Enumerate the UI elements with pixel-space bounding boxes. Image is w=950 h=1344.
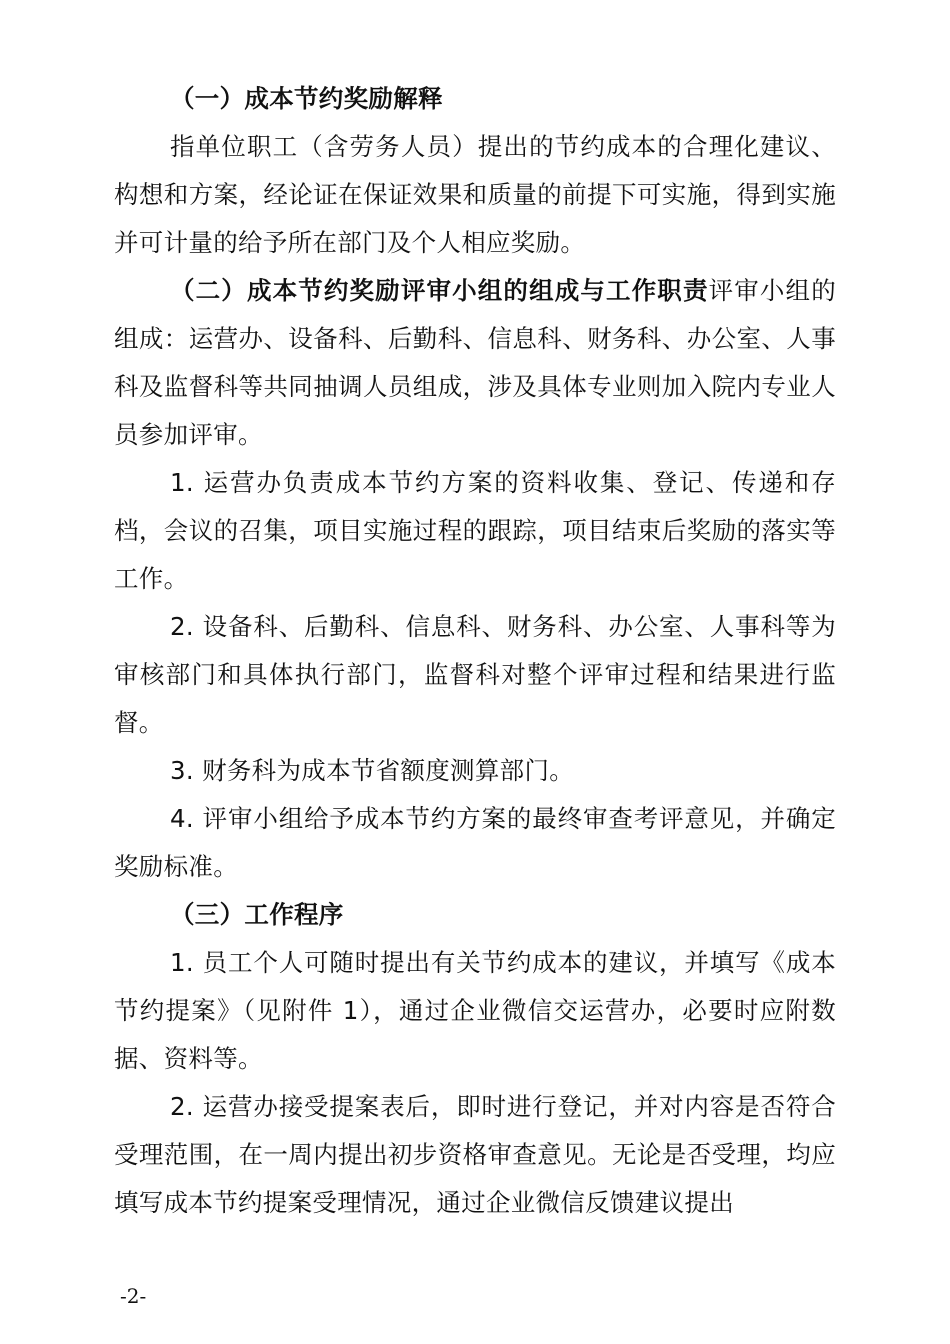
section-1-body: 指单位职工（含劳务人员）提出的节约成本的合理化建议、构想和方案，经论证在保证效果和质量的前提下可实施，得到实施并可计量的给予所在部门及个人相应奖励。 (114, 132, 836, 257)
section-2-item-2: 2. 设备科、后勤科、信息科、财务科、办公室、人事科等为审核部门和具体执行部门，监督科对整个评审过程和结果进行监督。 (114, 612, 836, 737)
section-1-heading: （一）成本节约奖励解释 (170, 84, 443, 113)
section-2-item-1: 1. 运营办负责成本节约方案的资料收集、登记、传递和存档，会议的召集，项目实施过程的跟踪，项目结束后奖励的落实等工作。 (114, 468, 836, 593)
section-2-heading: （二）成本节约奖励评审小组的组成与工作职责 (170, 276, 709, 305)
section-2-item-3: 3. 财务科为成本节省额度测算部门。 (170, 756, 575, 785)
section-3-heading: （三）工作程序 (170, 900, 344, 929)
section-3-item-2: 2. 运营办接受提案表后，即时进行登记，并对内容是否符合受理范围，在一周内提出初步资格审查意见。无论是否受理，均应填写成本节约提案受理情况，通过企业微信反馈建议提出 (114, 1092, 836, 1217)
section-3-item-1: 1. 员工个人可随时提出有关节约成本的建议，并填写《成本节约提案》（见附件 1），通过企业微信交运营办，必要时应附数据、资料等。 (114, 948, 836, 1073)
document-body (114, 75, 836, 1227)
section-2-paragraph (114, 267, 836, 459)
page-number: -2- (120, 1284, 147, 1308)
section-2-intro: 评审小组的组成：运营办、设备科、后勤科、信息科、财务科、办公室、人事科及监督科等共同抽调人员组成，涉及具体专业则加入院内专业人员参加评审。 (114, 276, 836, 449)
section-2-item-4: 4. 评审小组给予成本节约方案的最终审查考评意见，并确定奖励标准。 (114, 804, 836, 881)
